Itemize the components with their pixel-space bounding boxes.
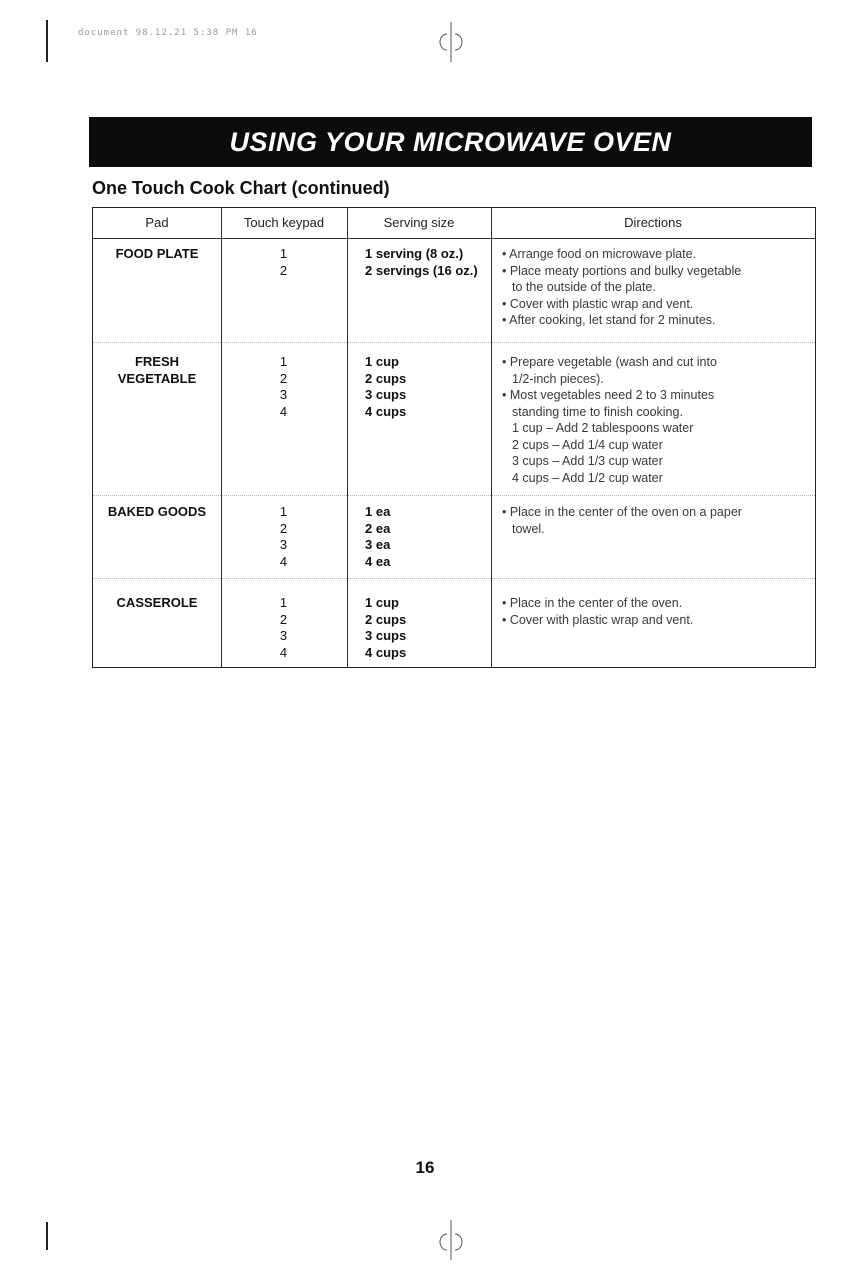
page-banner [89, 117, 812, 167]
keypad-cell: 1 2 3 4 [279, 354, 288, 419]
fax-header: document 98.12.21 5:38 PM 16 [78, 28, 258, 38]
directions-cell: • Place in the center of the oven. • Cover with plastic wrap and vent. [502, 596, 694, 627]
header-pad: Pad [145, 215, 169, 230]
header-serving-size: Serving size [383, 215, 455, 230]
section-title: One Touch Cook Chart (continued) [92, 178, 390, 198]
serving-cell: 1 cup 2 cups 3 cups 4 cups [365, 595, 407, 660]
directions-cell: • Place in the center of the oven on a paper towel. [502, 505, 742, 536]
banner-title: USING YOUR MICROWAVE OVEN [229, 126, 672, 157]
page-number: 16 [415, 1158, 435, 1177]
row-divider [93, 578, 815, 579]
keypad-cell: 1 2 [279, 246, 288, 278]
cook-chart-table [92, 207, 816, 668]
pad-cell: FRESH VEGETABLE [117, 354, 197, 386]
serving-cell: 1 cup 2 cups 3 cups 4 cups [365, 354, 407, 419]
header-directions: Directions [624, 215, 682, 230]
registration-mark-top-icon [438, 22, 464, 62]
keypad-cell: 1 2 3 4 [279, 595, 288, 660]
directions-cell: • Arrange food on microwave plate. • Place meaty portions and bulky vegetable to the outside of the plate. • Cover with plastic wrap and vent. • After cooking, let stand for 2 minutes. [502, 247, 742, 327]
row-divider [93, 495, 815, 496]
pad-cell: BAKED GOODS [107, 504, 207, 519]
crop-mark-bottom-left [46, 1222, 48, 1250]
crop-mark-top-left [46, 20, 48, 62]
row-divider [93, 342, 815, 343]
directions-cell: • Prepare vegetable (wash and cut into 1/2-inch pieces). • Most vegetables need 2 to 3 minutes standing time to finish cooking. 1 cup – Add 2 tablespoons water 2 cups – Add 1/4 cup water 3 cups – Add 1/3 cup water 4 cups – Add 1/2 cup water [502, 355, 717, 485]
header-divider [93, 238, 815, 239]
pad-cell: FOOD PLATE [115, 246, 199, 261]
serving-cell: 1 ea 2 ea 3 ea 4 ea [365, 504, 391, 569]
keypad-cell: 1 2 3 4 [279, 504, 288, 569]
pad-cell: CASSEROLE [116, 595, 198, 610]
registration-mark-bottom-icon [438, 1220, 464, 1260]
header-touch-keypad: Touch keypad [243, 215, 325, 230]
column-divider [347, 208, 348, 667]
serving-cell: 1 serving (8 oz.) 2 servings (16 oz.) [365, 246, 478, 278]
